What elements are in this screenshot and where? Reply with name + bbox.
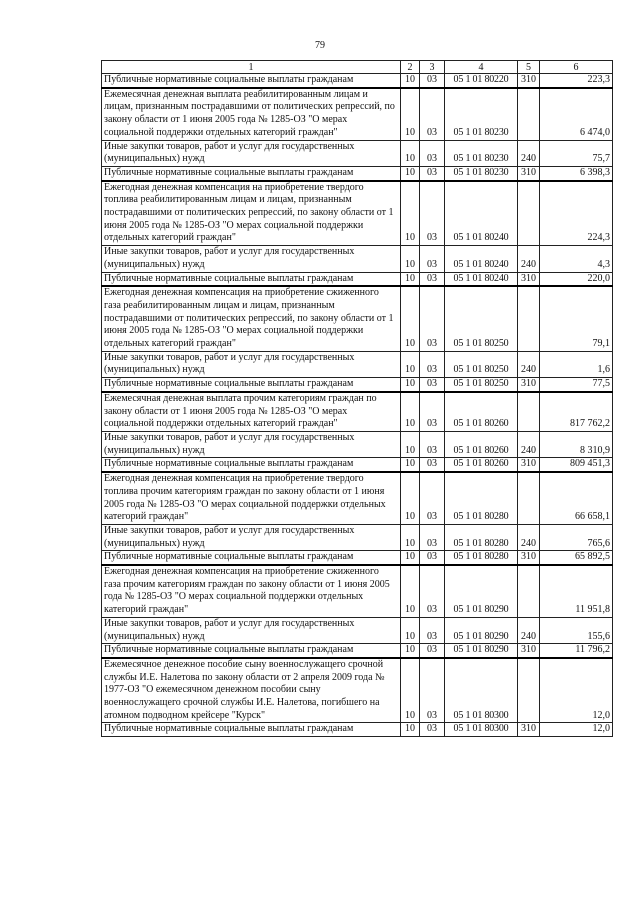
row-name-cell: Публичные нормативные социальные выплаты гражданам (102, 458, 401, 472)
row-subsection-cell: 03 (420, 723, 445, 737)
header-col-3: 3 (420, 61, 445, 74)
row-expense-type-cell: 240 (518, 617, 540, 643)
row-target-article-cell: 05 1 01 80290 (445, 565, 518, 617)
row-name-cell: Иные закупки товаров, работ и услуг для государственных (муниципальных) нужд (102, 351, 401, 377)
row-section-cell: 10 (401, 74, 420, 88)
row-expense-type-cell: 310 (518, 378, 540, 392)
row-section-cell: 10 (401, 246, 420, 272)
row-name-cell: Публичные нормативные социальные выплаты гражданам (102, 551, 401, 565)
table-row (102, 658, 613, 723)
header-col-2: 2 (401, 61, 420, 74)
table-row (102, 351, 613, 377)
row-section-cell: 10 (401, 472, 420, 524)
table-row (102, 565, 613, 617)
row-section-cell: 10 (401, 644, 420, 658)
row-target-article-cell: 05 1 01 80290 (445, 644, 518, 658)
row-subsection-cell: 03 (420, 378, 445, 392)
row-subsection-cell: 03 (420, 524, 445, 550)
row-subsection-cell: 03 (420, 392, 445, 432)
table-row (102, 458, 613, 472)
table-row (102, 88, 613, 140)
row-subsection-cell: 03 (420, 551, 445, 565)
row-amount-cell: 8 310,9 (540, 431, 613, 457)
row-amount-cell: 4,3 (540, 246, 613, 272)
row-section-cell: 10 (401, 431, 420, 457)
row-name-cell: Ежегодная денежная компенсация на приобретение сжиженного газа реабилитированным лицам и лицам, признанным пострадавшими от политических репрессий, по закону области от 1 июня 2005 года № 1285-ОЗ "О мерах социальной поддержки отдельных категорий граждан" (102, 286, 401, 351)
row-target-article-cell: 05 1 01 80230 (445, 88, 518, 140)
row-section-cell: 10 (401, 88, 420, 140)
table-row (102, 617, 613, 643)
row-amount-cell: 75,7 (540, 140, 613, 166)
row-expense-type-cell: 240 (518, 351, 540, 377)
header-col-1: 1 (102, 61, 401, 74)
row-amount-cell: 220,0 (540, 272, 613, 286)
row-name-cell: Публичные нормативные социальные выплаты гражданам (102, 74, 401, 88)
table-row (102, 272, 613, 286)
row-amount-cell: 66 658,1 (540, 472, 613, 524)
table-row (102, 431, 613, 457)
table-row (102, 551, 613, 565)
row-target-article-cell: 05 1 01 80280 (445, 524, 518, 550)
table-row (102, 723, 613, 737)
row-expense-type-cell (518, 392, 540, 432)
row-target-article-cell: 05 1 01 80240 (445, 272, 518, 286)
row-section-cell: 10 (401, 617, 420, 643)
row-expense-type-cell (518, 658, 540, 723)
row-subsection-cell: 03 (420, 458, 445, 472)
row-amount-cell: 79,1 (540, 286, 613, 351)
header-col-4: 4 (445, 61, 518, 74)
row-expense-type-cell: 310 (518, 166, 540, 180)
row-expense-type-cell: 310 (518, 272, 540, 286)
row-amount-cell: 65 892,5 (540, 551, 613, 565)
row-subsection-cell: 03 (420, 74, 445, 88)
row-target-article-cell: 05 1 01 80300 (445, 658, 518, 723)
row-name-cell: Публичные нормативные социальные выплаты гражданам (102, 378, 401, 392)
row-subsection-cell: 03 (420, 181, 445, 246)
row-name-cell: Публичные нормативные социальные выплаты гражданам (102, 723, 401, 737)
row-subsection-cell: 03 (420, 565, 445, 617)
table-row (102, 472, 613, 524)
row-target-article-cell: 05 1 01 80230 (445, 166, 518, 180)
row-subsection-cell: 03 (420, 617, 445, 643)
row-expense-type-cell: 310 (518, 723, 540, 737)
row-subsection-cell: 03 (420, 431, 445, 457)
row-target-article-cell: 05 1 01 80250 (445, 378, 518, 392)
row-name-cell: Ежегодная денежная компенсация на приобретение твердого топлива реабилитированным лицам и лицам, признанным пострадавшими от политических репрессий, по закону области от 1 июня 2005 года № 1285-ОЗ "О мерах социальной поддержки отдельных категорий граждан" (102, 181, 401, 246)
row-section-cell: 10 (401, 392, 420, 432)
row-name-cell: Ежемесячная денежная выплата прочим категориям граждан по закону области от 1 июня 2005 года № 1285-ОЗ "О мерах социальной поддержки отдельных категорий граждан" (102, 392, 401, 432)
row-target-article-cell: 05 1 01 80290 (445, 617, 518, 643)
header-col-5: 5 (518, 61, 540, 74)
row-target-article-cell: 05 1 01 80260 (445, 458, 518, 472)
table-row (102, 286, 613, 351)
row-amount-cell: 6 474,0 (540, 88, 613, 140)
row-target-article-cell: 05 1 01 80250 (445, 286, 518, 351)
row-amount-cell: 809 451,3 (540, 458, 613, 472)
row-amount-cell: 224,3 (540, 181, 613, 246)
row-name-cell: Ежемесячное денежное пособие сыну военнослужащего срочной службы И.Е. Налетова по закону области от 2 апреля 2009 года № 1977-ОЗ "О ежемесячном денежном пособии сыну военнослужащего срочной службы И.Е. Налетова, погибшего на атомном подводном крейсере "Курск" (102, 658, 401, 723)
table-row (102, 524, 613, 550)
row-section-cell: 10 (401, 551, 420, 565)
row-target-article-cell: 05 1 01 80280 (445, 472, 518, 524)
row-target-article-cell: 05 1 01 80280 (445, 551, 518, 565)
row-subsection-cell: 03 (420, 140, 445, 166)
row-name-cell: Иные закупки товаров, работ и услуг для государственных (муниципальных) нужд (102, 246, 401, 272)
row-amount-cell: 1,6 (540, 351, 613, 377)
row-name-cell: Иные закупки товаров, работ и услуг для государственных (муниципальных) нужд (102, 431, 401, 457)
row-name-cell: Иные закупки товаров, работ и услуг для государственных (муниципальных) нужд (102, 524, 401, 550)
row-target-article-cell: 05 1 01 80260 (445, 392, 518, 432)
table-row (102, 644, 613, 658)
row-name-cell: Иные закупки товаров, работ и услуг для государственных (муниципальных) нужд (102, 140, 401, 166)
row-target-article-cell: 05 1 01 80240 (445, 246, 518, 272)
row-subsection-cell: 03 (420, 472, 445, 524)
row-section-cell: 10 (401, 723, 420, 737)
row-target-article-cell: 05 1 01 80220 (445, 74, 518, 88)
row-name-cell: Ежегодная денежная компенсация на приобретение твердого топлива прочим категориям граждан по закону области от 1 июня 2005 года № 1285-ОЗ "О мерах социальной поддержки отдельных категорий граждан" (102, 472, 401, 524)
row-target-article-cell: 05 1 01 80240 (445, 181, 518, 246)
row-expense-type-cell: 310 (518, 644, 540, 658)
row-expense-type-cell (518, 181, 540, 246)
row-expense-type-cell: 240 (518, 524, 540, 550)
row-amount-cell: 765,6 (540, 524, 613, 550)
row-subsection-cell: 03 (420, 658, 445, 723)
row-section-cell: 10 (401, 166, 420, 180)
header-col-6: 6 (540, 61, 613, 74)
row-amount-cell: 817 762,2 (540, 392, 613, 432)
row-amount-cell: 155,6 (540, 617, 613, 643)
table-header-row (102, 61, 613, 74)
row-expense-type-cell: 310 (518, 74, 540, 88)
row-target-article-cell: 05 1 01 80250 (445, 351, 518, 377)
table-row (102, 181, 613, 246)
row-section-cell: 10 (401, 286, 420, 351)
row-expense-type-cell: 310 (518, 551, 540, 565)
row-expense-type-cell: 240 (518, 431, 540, 457)
row-name-cell: Иные закупки товаров, работ и услуг для государственных (муниципальных) нужд (102, 617, 401, 643)
row-expense-type-cell (518, 565, 540, 617)
page-number: 79 (315, 40, 325, 51)
row-expense-type-cell: 240 (518, 140, 540, 166)
row-section-cell: 10 (401, 181, 420, 246)
row-section-cell: 10 (401, 378, 420, 392)
row-name-cell: Публичные нормативные социальные выплаты гражданам (102, 166, 401, 180)
row-expense-type-cell (518, 472, 540, 524)
row-expense-type-cell (518, 88, 540, 140)
table-row (102, 166, 613, 180)
table-row (102, 392, 613, 432)
row-section-cell: 10 (401, 565, 420, 617)
table-row (102, 246, 613, 272)
row-amount-cell: 12,0 (540, 658, 613, 723)
row-target-article-cell: 05 1 01 80300 (445, 723, 518, 737)
row-expense-type-cell: 310 (518, 458, 540, 472)
row-subsection-cell: 03 (420, 166, 445, 180)
row-name-cell: Публичные нормативные социальные выплаты гражданам (102, 644, 401, 658)
row-name-cell: Ежемесячная денежная выплата реабилитированным лицам и лицам, признанным пострадавшими от политических репрессий, по закону области от 1 июня 2005 года № 1285-ОЗ "О мерах социальной поддержки отдельных категорий граждан" (102, 88, 401, 140)
row-amount-cell: 6 398,3 (540, 166, 613, 180)
table-row (102, 140, 613, 166)
row-amount-cell: 77,5 (540, 378, 613, 392)
row-subsection-cell: 03 (420, 246, 445, 272)
row-section-cell: 10 (401, 658, 420, 723)
budget-table (101, 60, 613, 737)
row-expense-type-cell (518, 286, 540, 351)
row-subsection-cell: 03 (420, 272, 445, 286)
row-section-cell: 10 (401, 140, 420, 166)
row-section-cell: 10 (401, 524, 420, 550)
row-amount-cell: 223,3 (540, 74, 613, 88)
row-name-cell: Публичные нормативные социальные выплаты гражданам (102, 272, 401, 286)
row-amount-cell: 11 796,2 (540, 644, 613, 658)
row-subsection-cell: 03 (420, 88, 445, 140)
row-amount-cell: 11 951,8 (540, 565, 613, 617)
row-subsection-cell: 03 (420, 644, 445, 658)
row-subsection-cell: 03 (420, 351, 445, 377)
table-row (102, 74, 613, 88)
row-target-article-cell: 05 1 01 80260 (445, 431, 518, 457)
row-subsection-cell: 03 (420, 286, 445, 351)
row-section-cell: 10 (401, 272, 420, 286)
row-section-cell: 10 (401, 351, 420, 377)
row-expense-type-cell: 240 (518, 246, 540, 272)
table-row (102, 378, 613, 392)
row-name-cell: Ежегодная денежная компенсация на приобретение сжиженного газа прочим категориям граждан по закону области от 1 июня 2005 года № 1285-ОЗ "О мерах социальной поддержки отдельных категорий граждан" (102, 565, 401, 617)
row-section-cell: 10 (401, 458, 420, 472)
row-target-article-cell: 05 1 01 80230 (445, 140, 518, 166)
row-amount-cell: 12,0 (540, 723, 613, 737)
